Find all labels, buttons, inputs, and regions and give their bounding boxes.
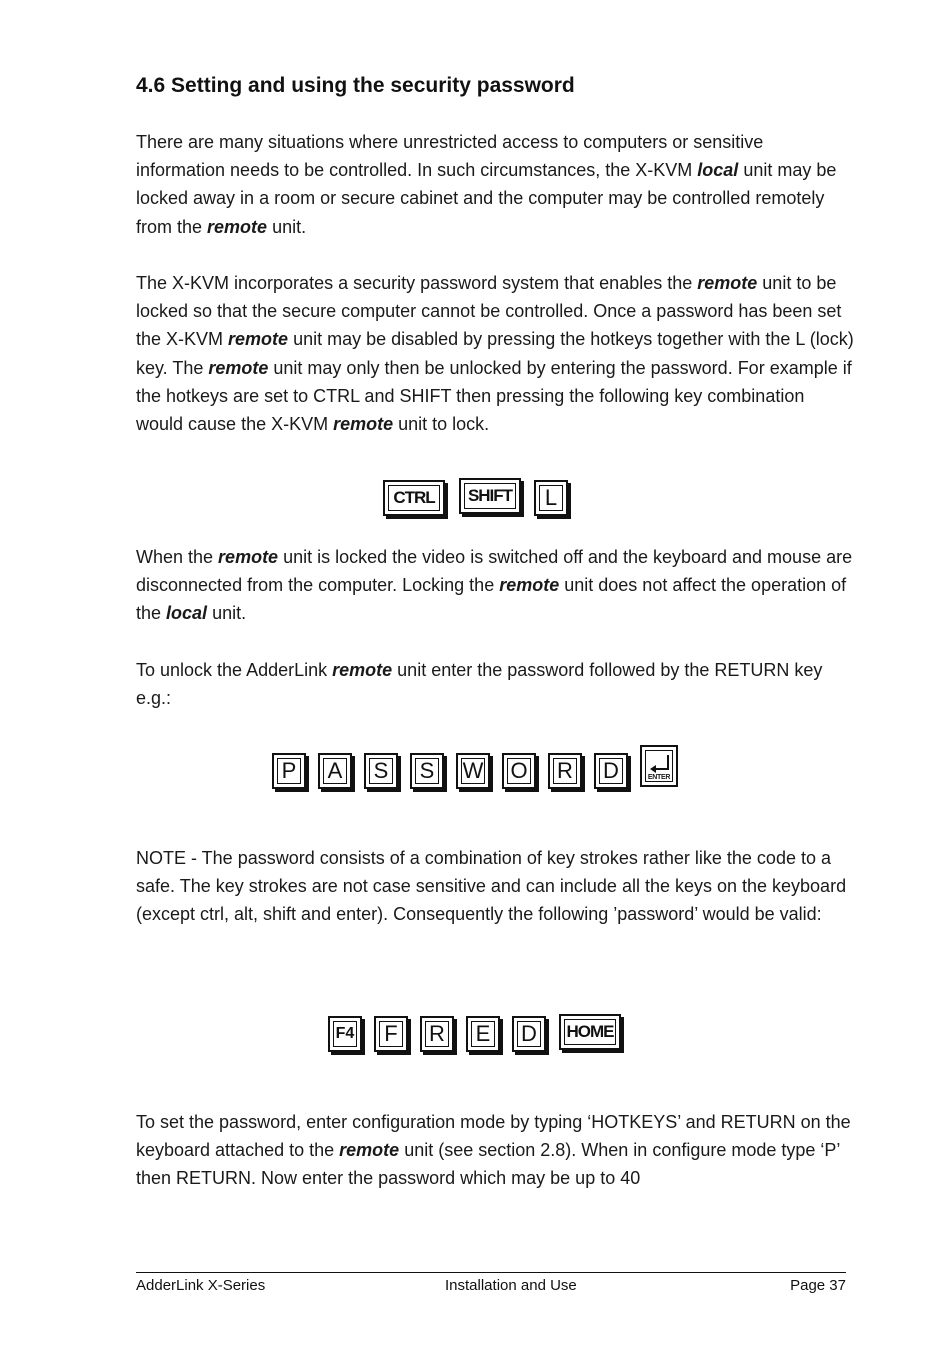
text-run: To unlock the AdderLink [136, 660, 333, 680]
key-home: HOME [559, 1014, 621, 1050]
emphasis-remote: remote [333, 414, 394, 435]
text-run: unit. [267, 216, 307, 237]
key-d: D [512, 1016, 546, 1052]
key-s: S [410, 753, 444, 789]
emphasis-local: local [697, 160, 739, 181]
footer-manual-title: Installation and Use [445, 1277, 577, 1294]
footer-product: AdderLink X-Series [136, 1277, 266, 1294]
footer-divider [136, 1272, 846, 1273]
key-r: R [420, 1016, 454, 1052]
emphasis-remote: remote [697, 273, 758, 293]
emphasis-remote: remote [218, 547, 279, 567]
paragraph-unlock [136, 656, 856, 712]
emphasis-remote: remote [228, 329, 289, 350]
emphasis-local: local [166, 603, 208, 624]
text-run: unit. [207, 603, 247, 624]
key-o: O [502, 753, 536, 789]
text-run: unit (see section 2.8). When in configure mode type ‘P’ then RETURN. Now enter the password which may be up to 40 [136, 1140, 840, 1189]
lock-key-combination [0, 480, 950, 516]
key-f4: F4 [328, 1016, 362, 1052]
text-run: When the [136, 547, 219, 567]
footer-page-number: Page 37 [790, 1277, 846, 1294]
emphasis-remote: remote [208, 357, 269, 378]
key-f: F [374, 1016, 408, 1052]
paragraph-locked-state [136, 543, 856, 628]
key-l: L [534, 480, 568, 516]
key-r: R [548, 753, 582, 789]
paragraph-note [136, 844, 856, 929]
key-p: P [272, 753, 306, 789]
text-run: NOTE - The password consists of a combination of key strokes rather like the code to a safe. The key strokes are not case sensitive and can include all the keys on the keyboard (except ctrl, alt, shift and enter). Consequently the following ’password’ would be valid: [136, 848, 847, 925]
text-run: unit to lock. [393, 414, 490, 435]
key-shift: SHIFT [459, 478, 521, 514]
text-run: unit is locked the video is switched off and the keyboard and mouse are disconnected from the computer. Locking the [136, 547, 853, 596]
example-key-sequence [0, 1016, 950, 1052]
text-run: unit enter the password followed by the RETURN key e.g.: [136, 660, 823, 709]
password-key-sequence [0, 753, 950, 789]
key-d: D [594, 753, 628, 789]
section-heading: 4.6 Setting and using the security password [136, 74, 575, 97]
enter-key-label: ENTER [647, 774, 671, 781]
text-run: unit may only then be unlocked by entering the password. For example if the hotkeys are set to CTRL and SHIFT then pressing the following key combination would cause the X-KVM [136, 357, 852, 435]
emphasis-remote: remote [207, 216, 268, 237]
text-run: unit may be locked away in a room or secure cabinet and the computer may be controlled remotely from the [136, 160, 837, 237]
emphasis-remote: remote [332, 660, 393, 680]
return-arrow-icon [642, 747, 680, 789]
key-w: W [456, 753, 490, 789]
emphasis-remote: remote [339, 1140, 400, 1161]
key-enter [640, 745, 678, 787]
paragraph-password-system [136, 269, 856, 438]
key-e: E [466, 1016, 500, 1052]
text-run: unit may be disabled by pressing the hotkeys together with the L (lock) key. The [136, 329, 854, 378]
text-run: To set the password, enter configuration mode by typing ‘HOTKEYS’ and RETURN on the keyboard attached to the [136, 1112, 851, 1161]
key-a: A [318, 753, 352, 789]
text-run: unit does not affect the operation of the [136, 575, 847, 624]
paragraph-set-password [136, 1108, 856, 1193]
emphasis-remote: remote [499, 575, 560, 596]
key-ctrl: CTRL [383, 480, 445, 516]
key-s: S [364, 753, 398, 789]
text-run: unit to be locked so that the secure computer cannot be controlled. Once a password has been set the X-KVM [136, 273, 842, 350]
text-run: There are many situations where unrestricted access to computers or sensitive information needs to be controlled. In such circumstances, the X-KVM [136, 132, 764, 181]
paragraph-intro [136, 128, 856, 241]
text-run: The X-KVM incorporates a security password system that enables the [136, 273, 698, 293]
